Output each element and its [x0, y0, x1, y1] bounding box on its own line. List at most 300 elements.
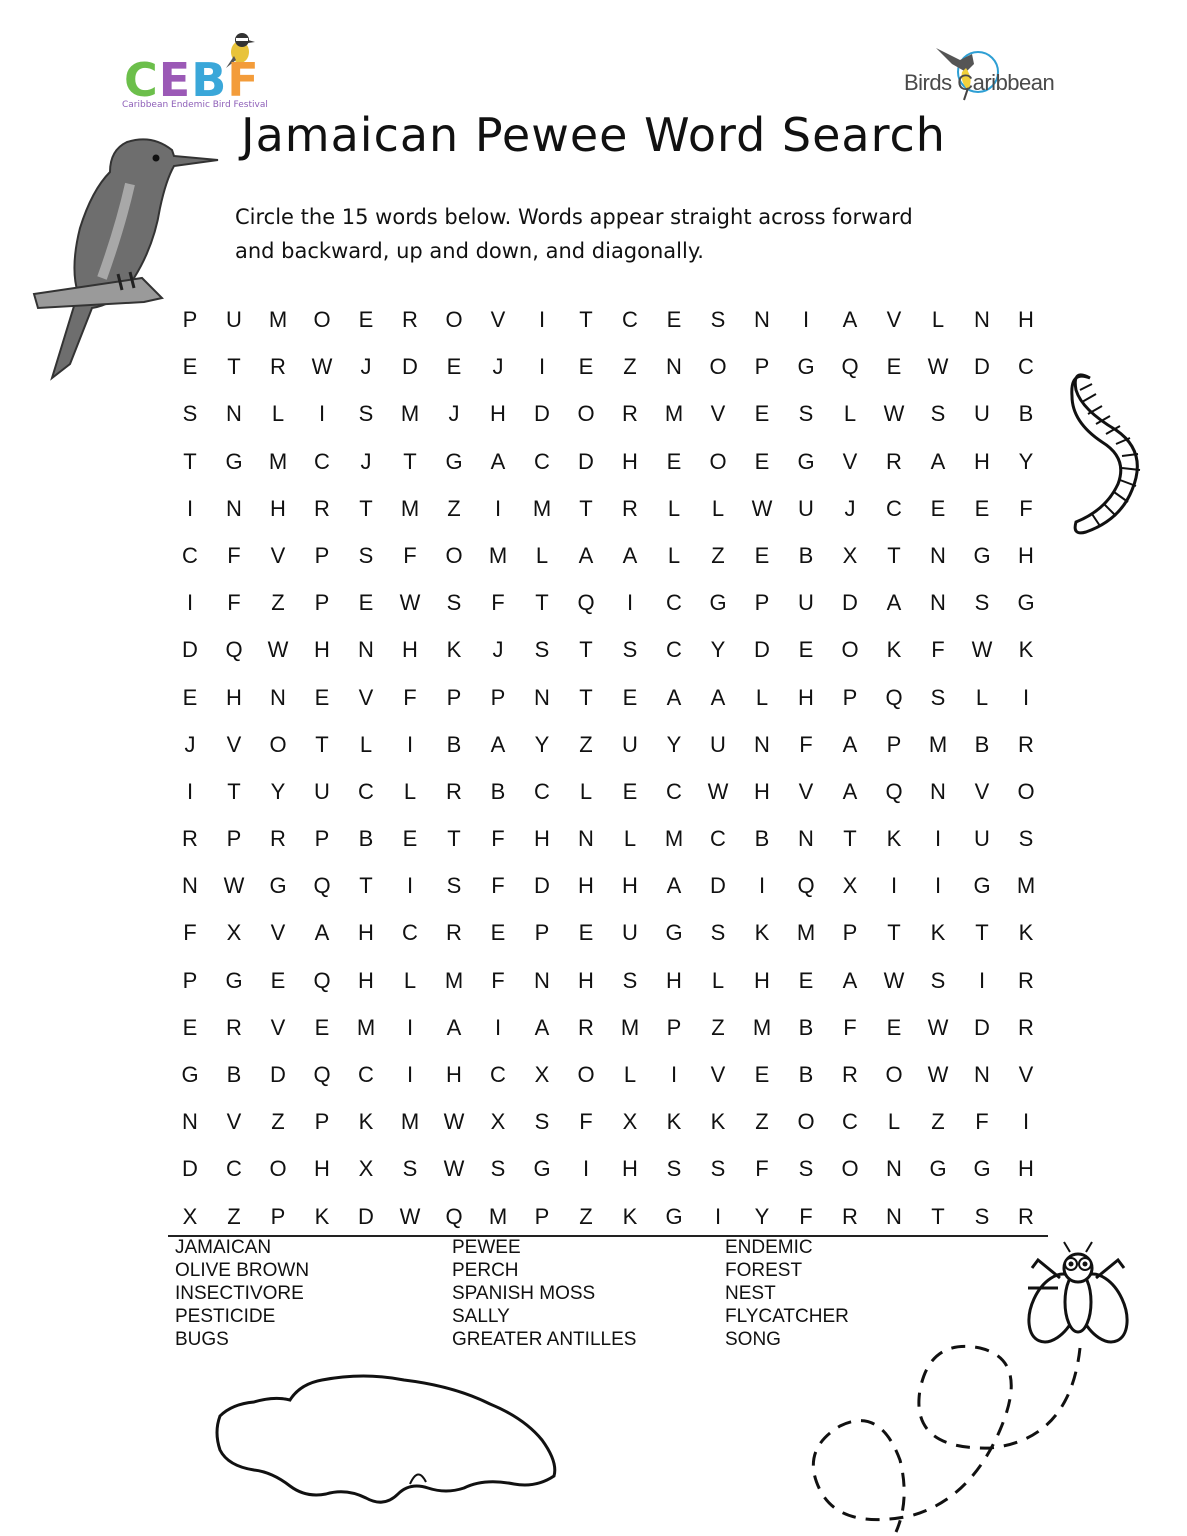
grid-letter[interactable]: Z [227, 1203, 241, 1229]
grid-letter[interactable]: H [358, 967, 374, 993]
grid-letter[interactable]: S [446, 590, 462, 616]
grid-letter[interactable]: G [225, 448, 243, 474]
grid-letter[interactable]: Z [271, 590, 285, 616]
grid-letter[interactable]: C [358, 778, 374, 804]
grid-letter[interactable]: M [268, 448, 288, 474]
grid-letter[interactable]: S [358, 542, 374, 568]
grid-letter[interactable]: K [886, 637, 902, 663]
grid-letter[interactable]: V [270, 542, 286, 568]
grid-letter[interactable]: Q [313, 967, 331, 993]
grid-letter[interactable]: D [842, 590, 858, 616]
grid-letter[interactable]: T [447, 826, 461, 852]
grid-letter[interactable]: L [359, 731, 373, 757]
grid-letter[interactable]: A [490, 731, 506, 757]
grid-letter[interactable]: W [883, 967, 905, 993]
grid-letter[interactable]: V [270, 1014, 286, 1040]
grid-letter[interactable]: Z [271, 1109, 285, 1135]
grid-letter[interactable]: O [445, 307, 463, 332]
grid-letter[interactable]: M [752, 1014, 772, 1040]
grid-letter[interactable]: M [532, 495, 552, 521]
grid-letter[interactable]: I [186, 590, 194, 616]
grid-letter[interactable]: D [270, 1062, 286, 1087]
grid-letter[interactable]: W [311, 354, 333, 380]
grid-letter[interactable]: K [886, 826, 902, 852]
grid-letter[interactable]: L [667, 495, 681, 521]
grid-letter[interactable]: A [446, 1014, 462, 1040]
grid-letter[interactable]: T [227, 354, 241, 380]
grid-letter[interactable]: V [842, 448, 858, 474]
grid-letter[interactable]: H [754, 967, 770, 993]
grid-letter[interactable]: A [666, 684, 682, 710]
grid-letter[interactable]: O [797, 1109, 815, 1135]
grid-letter[interactable]: I [1022, 684, 1030, 710]
grid-letter[interactable]: P [314, 826, 330, 852]
grid-letter[interactable]: N [930, 590, 946, 616]
grid-letter[interactable]: N [226, 401, 242, 427]
grid-letter[interactable]: C [666, 778, 682, 804]
grid-letter[interactable]: I [406, 1014, 414, 1040]
grid-letter[interactable]: D [402, 354, 418, 380]
grid-letter[interactable]: J [360, 354, 372, 380]
grid-letter[interactable]: O [577, 401, 595, 427]
grid-letter[interactable]: Q [797, 873, 815, 899]
grid-letter[interactable]: L [755, 684, 769, 710]
grid-letter[interactable]: C [842, 1109, 858, 1135]
grid-letter[interactable]: K [314, 1203, 330, 1229]
grid-letter[interactable]: X [358, 1156, 374, 1182]
grid-letter[interactable]: I [582, 1156, 590, 1182]
grid-letter[interactable]: S [622, 967, 638, 993]
grid-letter[interactable]: V [270, 920, 286, 946]
grid-letter[interactable]: U [622, 731, 638, 757]
grid-letter[interactable]: G [1017, 590, 1035, 616]
grid-letter[interactable]: K [1018, 920, 1034, 946]
grid-letter[interactable]: A [314, 920, 330, 946]
grid-letter[interactable]: W [927, 354, 949, 380]
grid-letter[interactable]: J [184, 731, 196, 757]
grid-letter[interactable]: E [886, 354, 902, 380]
grid-letter[interactable]: X [226, 920, 242, 946]
grid-letter[interactable]: D [578, 448, 594, 474]
grid-letter[interactable]: Z [931, 1109, 945, 1135]
grid-letter[interactable]: G [797, 354, 815, 380]
grid-letter[interactable]: P [446, 684, 462, 710]
grid-letter[interactable]: G [269, 873, 287, 899]
grid-letter[interactable]: R [622, 495, 638, 521]
grid-letter[interactable]: P [842, 684, 858, 710]
grid-letter[interactable]: N [886, 1203, 902, 1229]
grid-letter[interactable]: V [358, 684, 374, 710]
grid-letter[interactable]: I [670, 1062, 678, 1087]
grid-letter[interactable]: F [227, 542, 241, 568]
grid-letter[interactable]: D [534, 401, 550, 427]
grid-letter[interactable]: P [842, 920, 858, 946]
grid-letter[interactable]: S [182, 401, 198, 427]
grid-letter[interactable]: Z [711, 542, 725, 568]
grid-letter[interactable]: K [710, 1109, 726, 1135]
grid-letter[interactable]: M [268, 307, 288, 332]
grid-letter[interactable]: C [534, 778, 550, 804]
grid-letter[interactable]: M [488, 542, 508, 568]
grid-letter[interactable]: R [182, 826, 198, 852]
grid-letter[interactable]: U [314, 778, 330, 804]
grid-letter[interactable]: V [710, 1062, 726, 1087]
grid-letter[interactable]: S [798, 1156, 814, 1182]
grid-letter[interactable]: U [710, 731, 726, 757]
grid-letter[interactable]: R [1018, 731, 1034, 757]
grid-letter[interactable]: V [798, 778, 814, 804]
grid-letter[interactable]: S [446, 873, 462, 899]
grid-letter[interactable]: N [930, 778, 946, 804]
grid-letter[interactable]: J [360, 448, 372, 474]
grid-letter[interactable]: G [797, 448, 815, 474]
grid-letter[interactable]: H [1018, 307, 1034, 332]
grid-letter[interactable]: I [978, 967, 986, 993]
grid-letter[interactable]: O [841, 1156, 859, 1182]
grid-letter[interactable]: T [579, 684, 593, 710]
grid-letter[interactable]: C [666, 637, 682, 663]
grid-letter[interactable]: F [931, 637, 945, 663]
grid-letter[interactable]: L [623, 826, 637, 852]
grid-letter[interactable]: J [492, 637, 504, 663]
grid-letter[interactable]: F [183, 920, 197, 946]
grid-letter[interactable]: Z [755, 1109, 769, 1135]
grid-letter[interactable]: C [1018, 354, 1034, 380]
grid-letter[interactable]: F [403, 684, 417, 710]
grid-letter[interactable]: F [975, 1109, 989, 1135]
grid-letter[interactable]: M [664, 826, 684, 852]
grid-letter[interactable]: M [400, 1109, 420, 1135]
grid-letter[interactable]: F [799, 731, 813, 757]
grid-letter[interactable]: W [223, 873, 245, 899]
grid-letter[interactable]: C [666, 590, 682, 616]
grid-letter[interactable]: N [666, 354, 682, 380]
grid-letter[interactable]: P [666, 1014, 682, 1040]
grid-letter[interactable]: S [1018, 826, 1034, 852]
grid-letter[interactable]: C [314, 448, 330, 474]
grid-letter[interactable]: E [754, 448, 770, 474]
grid-letter[interactable]: G [973, 1156, 991, 1182]
grid-letter[interactable]: N [930, 542, 946, 568]
grid-letter[interactable]: S [930, 684, 946, 710]
grid-letter[interactable]: Q [885, 778, 903, 804]
grid-letter[interactable]: I [494, 1014, 502, 1040]
grid-letter[interactable]: Y [534, 731, 550, 757]
grid-letter[interactable]: E [358, 590, 374, 616]
grid-letter[interactable]: N [534, 684, 550, 710]
grid-letter[interactable]: F [491, 873, 505, 899]
grid-letter[interactable]: T [359, 873, 373, 899]
grid-letter[interactable]: A [710, 684, 726, 710]
grid-letter[interactable]: F [799, 1203, 813, 1229]
grid-letter[interactable]: E [402, 826, 418, 852]
grid-letter[interactable]: Q [445, 1203, 463, 1229]
grid-letter[interactable]: J [492, 354, 504, 380]
grid-letter[interactable]: S [490, 1156, 506, 1182]
grid-letter[interactable]: S [666, 1156, 682, 1182]
grid-letter[interactable]: M [620, 1014, 640, 1040]
grid-letter[interactable]: P [534, 920, 550, 946]
grid-letter[interactable]: A [842, 967, 858, 993]
grid-letter[interactable]: G [225, 967, 243, 993]
grid-letter[interactable]: R [314, 495, 330, 521]
grid-letter[interactable]: T [227, 778, 241, 804]
grid-letter[interactable]: I [538, 307, 546, 332]
grid-letter[interactable]: I [626, 590, 634, 616]
grid-letter[interactable]: N [974, 1062, 990, 1087]
grid-letter[interactable]: C [534, 448, 550, 474]
grid-letter[interactable]: E [446, 354, 462, 380]
grid-letter[interactable]: R [270, 354, 286, 380]
grid-letter[interactable]: W [883, 401, 905, 427]
grid-letter[interactable]: W [267, 637, 289, 663]
grid-letter[interactable]: P [182, 307, 198, 332]
grid-letter[interactable]: E [182, 1014, 198, 1040]
grid-letter[interactable]: U [798, 495, 814, 521]
grid-letter[interactable]: H [402, 637, 418, 663]
grid-letter[interactable]: U [974, 401, 990, 427]
grid-letter[interactable]: S [930, 401, 946, 427]
grid-letter[interactable]: H [798, 684, 814, 710]
grid-letter[interactable]: A [622, 542, 638, 568]
grid-letter[interactable]: M [1016, 873, 1036, 899]
grid-letter[interactable]: A [578, 542, 594, 568]
grid-letter[interactable]: G [181, 1062, 199, 1087]
grid-letter[interactable]: B [798, 542, 814, 568]
grid-letter[interactable]: G [445, 448, 463, 474]
grid-letter[interactable]: E [182, 354, 198, 380]
grid-letter[interactable]: E [358, 307, 374, 332]
grid-letter[interactable]: X [622, 1109, 638, 1135]
grid-letter[interactable]: G [929, 1156, 947, 1182]
grid-letter[interactable]: Q [885, 684, 903, 710]
grid-letter[interactable]: I [714, 1203, 722, 1229]
grid-letter[interactable]: R [226, 1014, 242, 1040]
grid-letter[interactable]: T [535, 590, 549, 616]
grid-letter[interactable]: H [358, 920, 374, 946]
grid-letter[interactable]: K [1018, 637, 1034, 663]
grid-letter[interactable]: K [754, 920, 770, 946]
grid-letter[interactable]: V [226, 731, 242, 757]
grid-letter[interactable]: N [798, 826, 814, 852]
grid-letter[interactable]: K [666, 1109, 682, 1135]
grid-letter[interactable]: M [444, 967, 464, 993]
grid-letter[interactable]: O [841, 637, 859, 663]
grid-letter[interactable]: B [798, 1062, 814, 1087]
grid-letter[interactable]: M [796, 920, 816, 946]
grid-letter[interactable]: F [403, 542, 417, 568]
grid-letter[interactable]: H [622, 448, 638, 474]
grid-letter[interactable]: D [754, 637, 770, 663]
grid-letter[interactable]: X [534, 1062, 550, 1087]
grid-letter[interactable]: S [974, 1203, 990, 1229]
grid-letter[interactable]: L [887, 1109, 901, 1135]
grid-letter[interactable]: B [1018, 401, 1034, 427]
grid-letter[interactable]: T [403, 448, 417, 474]
grid-letter[interactable]: G [665, 1203, 683, 1229]
grid-letter[interactable]: E [622, 684, 638, 710]
grid-letter[interactable]: E [754, 1062, 770, 1087]
grid-letter[interactable]: S [710, 307, 726, 332]
grid-letter[interactable]: L [843, 401, 857, 427]
grid-letter[interactable]: L [271, 401, 285, 427]
grid-letter[interactable]: L [667, 542, 681, 568]
grid-letter[interactable]: B [798, 1014, 814, 1040]
grid-letter[interactable]: K [622, 1203, 638, 1229]
grid-letter[interactable]: H [754, 778, 770, 804]
grid-letter[interactable]: R [446, 778, 462, 804]
grid-letter[interactable]: Z [711, 1014, 725, 1040]
grid-letter[interactable]: H [226, 684, 242, 710]
grid-letter[interactable]: A [930, 448, 946, 474]
grid-letter[interactable]: L [931, 307, 945, 332]
grid-letter[interactable]: G [533, 1156, 551, 1182]
grid-letter[interactable]: K [930, 920, 946, 946]
grid-letter[interactable]: R [886, 448, 902, 474]
grid-letter[interactable]: T [843, 826, 857, 852]
grid-letter[interactable]: H [446, 1062, 462, 1087]
grid-letter[interactable]: O [709, 448, 727, 474]
grid-letter[interactable]: B [358, 826, 374, 852]
grid-letter[interactable]: H [1018, 542, 1034, 568]
grid-letter[interactable]: S [798, 401, 814, 427]
grid-letter[interactable]: E [622, 778, 638, 804]
grid-letter[interactable]: C [490, 1062, 506, 1087]
grid-letter[interactable]: E [798, 967, 814, 993]
grid-letter[interactable]: E [578, 920, 594, 946]
grid-letter[interactable]: N [974, 307, 990, 332]
grid-letter[interactable]: C [710, 826, 726, 852]
grid-letter[interactable]: W [707, 778, 729, 804]
grid-letter[interactable]: I [318, 401, 326, 427]
grid-letter[interactable]: U [798, 590, 814, 616]
grid-letter[interactable]: S [622, 637, 638, 663]
grid-letter[interactable]: S [534, 637, 550, 663]
grid-letter[interactable]: O [577, 1062, 595, 1087]
grid-letter[interactable]: I [1022, 1109, 1030, 1135]
grid-letter[interactable]: R [446, 920, 462, 946]
grid-letter[interactable]: R [842, 1062, 858, 1087]
grid-letter[interactable]: Y [754, 1203, 770, 1229]
grid-letter[interactable]: W [927, 1062, 949, 1087]
grid-letter[interactable]: O [885, 1062, 903, 1087]
grid-letter[interactable]: C [886, 495, 902, 521]
grid-letter[interactable]: S [358, 401, 374, 427]
grid-letter[interactable]: T [931, 1203, 945, 1229]
grid-letter[interactable]: N [358, 637, 374, 663]
grid-letter[interactable]: T [183, 448, 197, 474]
grid-letter[interactable]: E [314, 1014, 330, 1040]
grid-letter[interactable]: L [403, 778, 417, 804]
grid-letter[interactable]: H [314, 1156, 330, 1182]
grid-letter[interactable]: I [186, 495, 194, 521]
grid-letter[interactable]: H [666, 967, 682, 993]
grid-letter[interactable]: A [490, 448, 506, 474]
grid-letter[interactable]: E [754, 542, 770, 568]
grid-letter[interactable]: V [226, 1109, 242, 1135]
grid-letter[interactable]: Y [710, 637, 726, 663]
grid-letter[interactable]: N [182, 873, 198, 899]
grid-letter[interactable]: P [490, 684, 506, 710]
grid-letter[interactable]: S [710, 920, 726, 946]
grid-letter[interactable]: D [710, 873, 726, 899]
grid-letter[interactable]: S [930, 967, 946, 993]
grid-letter[interactable]: E [754, 401, 770, 427]
grid-letter[interactable]: H [270, 495, 286, 521]
grid-letter[interactable]: T [359, 495, 373, 521]
grid-letter[interactable]: J [448, 401, 460, 427]
grid-letter[interactable]: B [754, 826, 770, 852]
grid-letter[interactable]: R [842, 1203, 858, 1229]
grid-letter[interactable]: H [578, 967, 594, 993]
grid-letter[interactable]: G [973, 873, 991, 899]
grid-letter[interactable]: V [974, 778, 990, 804]
grid-letter[interactable]: T [579, 307, 593, 332]
grid-letter[interactable]: I [406, 1062, 414, 1087]
grid-letter[interactable]: G [665, 920, 683, 946]
grid-letter[interactable]: B [490, 778, 506, 804]
grid-letter[interactable]: M [488, 1203, 508, 1229]
grid-letter[interactable]: F [843, 1014, 857, 1040]
grid-letter[interactable]: N [578, 826, 594, 852]
grid-letter[interactable]: V [710, 401, 726, 427]
grid-letter[interactable]: E [314, 684, 330, 710]
grid-letter[interactable]: O [709, 354, 727, 380]
grid-letter[interactable]: H [1018, 1156, 1034, 1182]
grid-letter[interactable]: L [403, 967, 417, 993]
grid-letter[interactable]: X [182, 1203, 198, 1229]
grid-letter[interactable]: W [399, 590, 421, 616]
grid-letter[interactable]: F [491, 967, 505, 993]
grid-letter[interactable]: D [182, 637, 198, 663]
grid-letter[interactable]: W [971, 637, 993, 663]
grid-letter[interactable]: R [270, 826, 286, 852]
grid-letter[interactable]: H [534, 826, 550, 852]
grid-letter[interactable]: P [270, 1203, 286, 1229]
grid-letter[interactable]: F [491, 826, 505, 852]
grid-letter[interactable]: T [579, 495, 593, 521]
grid-letter[interactable]: N [754, 731, 770, 757]
grid-letter[interactable]: B [446, 731, 462, 757]
grid-letter[interactable]: W [443, 1156, 465, 1182]
grid-letter[interactable]: I [406, 873, 414, 899]
grid-letter[interactable]: H [490, 401, 506, 427]
grid-letter[interactable]: X [842, 873, 858, 899]
grid-letter[interactable]: C [182, 542, 198, 568]
grid-letter[interactable]: N [534, 967, 550, 993]
grid-letter[interactable]: P [314, 1109, 330, 1135]
grid-letter[interactable]: H [314, 637, 330, 663]
grid-letter[interactable]: S [710, 1156, 726, 1182]
grid-letter[interactable]: S [402, 1156, 418, 1182]
grid-letter[interactable]: R [402, 307, 418, 332]
grid-letter[interactable]: S [534, 1109, 550, 1135]
grid-letter[interactable]: A [842, 307, 858, 332]
grid-letter[interactable]: C [622, 307, 638, 332]
grid-letter[interactable]: R [578, 1014, 594, 1040]
grid-letter[interactable]: S [974, 590, 990, 616]
grid-letter[interactable]: L [975, 684, 989, 710]
grid-letter[interactable]: M [400, 401, 420, 427]
grid-letter[interactable]: V [490, 307, 506, 332]
grid-letter[interactable]: O [269, 731, 287, 757]
grid-letter[interactable]: F [491, 590, 505, 616]
grid-letter[interactable]: I [934, 826, 942, 852]
grid-letter[interactable]: E [930, 495, 946, 521]
grid-letter[interactable]: C [358, 1062, 374, 1087]
grid-letter[interactable]: W [399, 1203, 421, 1229]
grid-letter[interactable]: U [226, 307, 242, 332]
